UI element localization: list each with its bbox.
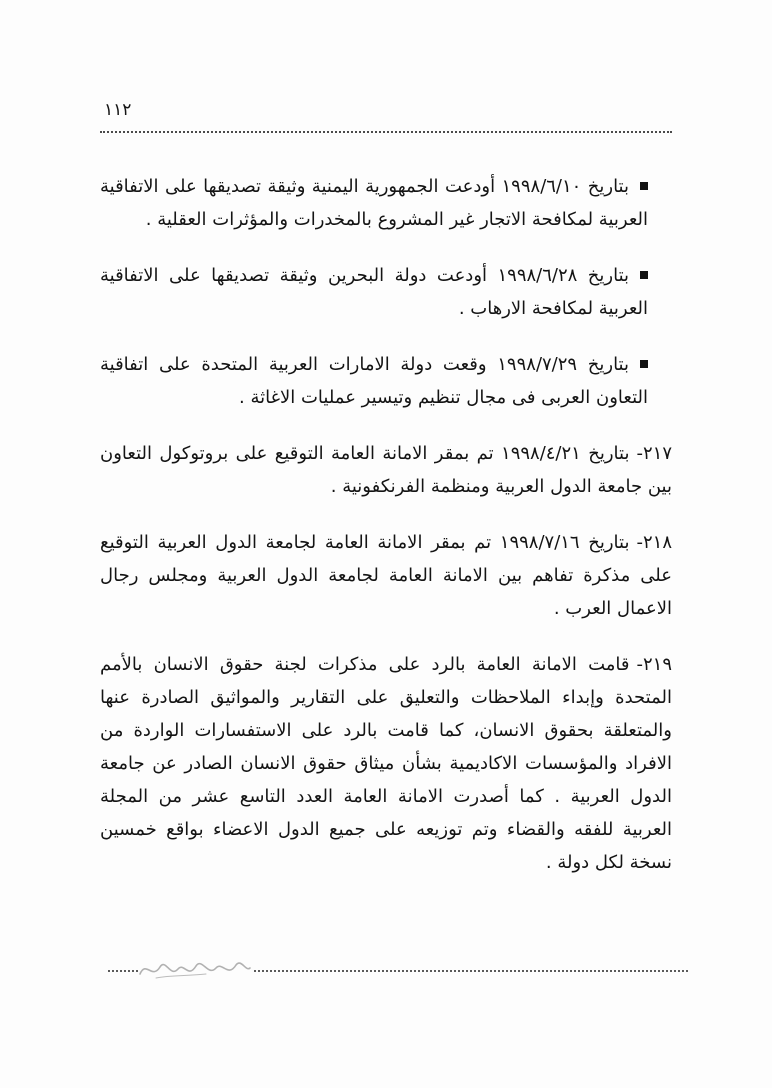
item-text: بتاريخ ١٩٩٨/٧/١٦ تم بمقر الامانة العامة لجامعة الدول العربية التوقيع على مذكرة تفاهم بين الامانة العامة لجامعة الدول العربية ومجلس رجال الاعمال العرب . bbox=[100, 532, 672, 619]
item-text: قامت الامانة العامة بالرد على مذكرات لجنة حقوق الانسان بالأمم المتحدة وإبداء الملاحظات والتعليق على التقارير والمواثيق الصادرة عنها والمتعلقة بحقوق الانسان، كما قامت بالرد على الاستفسارات الواردة من الافراد والمؤسسات الاكاديمية بشأن ميثاق حقوق الانسان الصادر عن جامعة الدول العربية . كما أصدرت الامانة العامة العدد التاسع عشر من المجلة العربية للفقه والقضاء وتم توزيعه على جميع الدول الاعضاء بواقع خمسين نسخة لكل دولة . bbox=[100, 654, 672, 873]
square-bullet-icon bbox=[640, 271, 648, 279]
page-number: ١١٢ bbox=[104, 100, 132, 120]
bullet-item bbox=[100, 259, 648, 325]
footer-rule-left-segment bbox=[108, 970, 138, 972]
footer-rule-right-segment bbox=[254, 970, 688, 972]
item-number: ٢١٨- bbox=[636, 532, 673, 553]
bullet-item bbox=[100, 170, 648, 236]
square-bullet-icon bbox=[640, 360, 648, 368]
page-content bbox=[100, 170, 672, 902]
square-bullet-icon bbox=[640, 182, 648, 190]
numbered-item bbox=[100, 437, 672, 503]
numbered-item bbox=[100, 526, 672, 625]
bullet-text: بتاريخ ١٩٩٨/٧/٢٩ وقعت دولة الامارات العربية المتحدة على اتفاقية التعاون العربى فى مجال تنظيم وتيسير عمليات الاغاثة . bbox=[100, 354, 648, 408]
bullet-text: بتاريخ ١٩٩٨/٦/٢٨ أودعت دولة البحرين وثيقة تصديقها على الاتفاقية العربية لمكافحة الارهاب . bbox=[100, 265, 648, 319]
header-rule bbox=[100, 131, 672, 133]
bullet-item bbox=[100, 348, 648, 414]
numbered-item bbox=[100, 648, 672, 879]
item-number: ٢١٩- bbox=[636, 654, 672, 675]
handwritten-note-icon bbox=[136, 954, 254, 984]
item-text: بتاريخ ١٩٩٨/٤/٢١ تم بمقر الامانة العامة التوقيع على بروتوكول التعاون بين جامعة الدول العربية ومنظمة الفرنكفونية . bbox=[100, 443, 672, 497]
item-number: ٢١٧- bbox=[636, 443, 673, 464]
bullet-text: بتاريخ ١٩٩٨/٦/١٠ أودعت الجمهورية اليمنية وثيقة تصديقها على الاتفاقية العربية لمكافحة الاتجار غير المشروع بالمخدرات والمؤثرات العقلية . bbox=[100, 176, 648, 230]
footer-rule bbox=[92, 958, 688, 984]
